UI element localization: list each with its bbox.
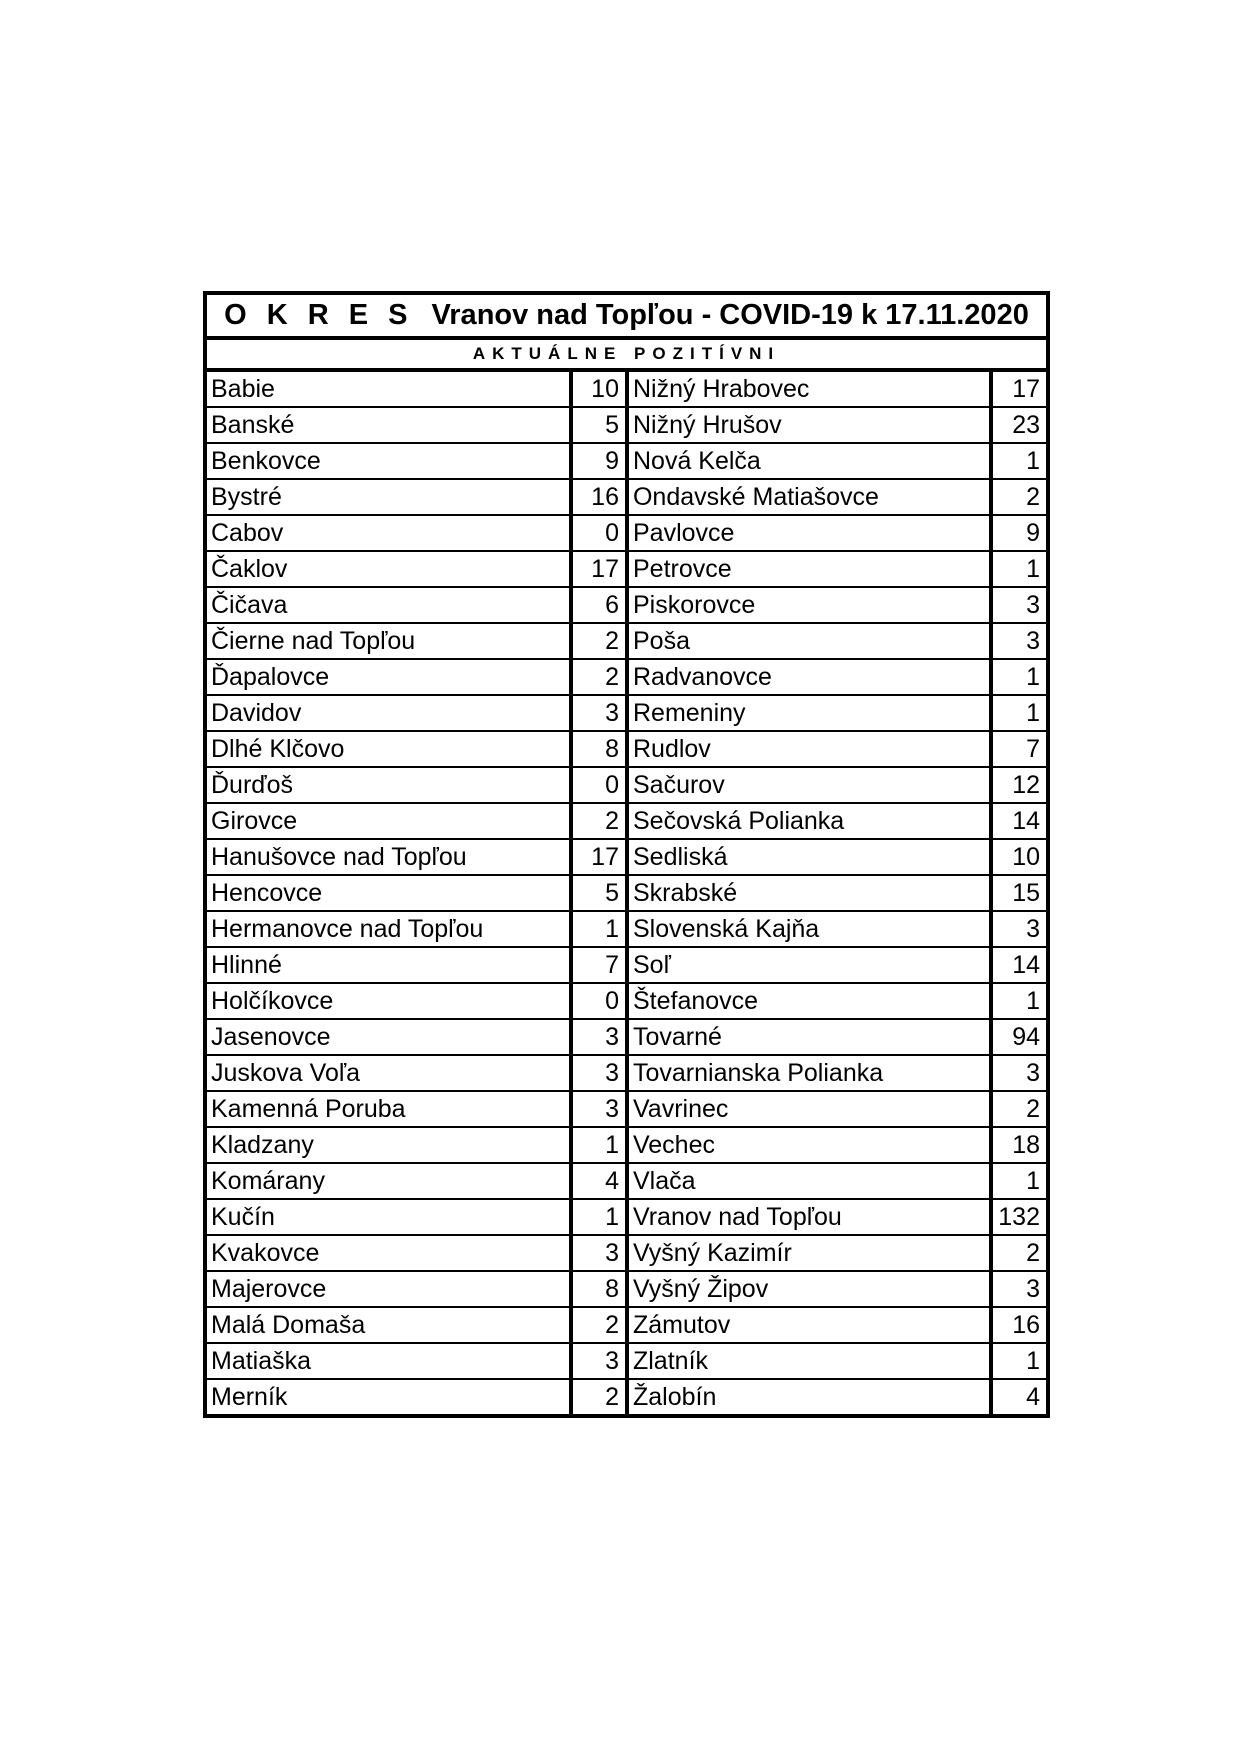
municipality-name: Dlhé Klčovo (205, 731, 571, 767)
table-row (205, 983, 1048, 1019)
municipality-name: Rudlov (627, 731, 991, 767)
positive-count: 14 (991, 803, 1048, 839)
municipality-name: Ďurďoš (205, 767, 571, 803)
table-subtitle: AKTUÁLNE POZITÍVNI (205, 338, 1048, 370)
table-row (205, 1163, 1048, 1199)
positive-count: 0 (571, 983, 627, 1019)
positive-count: 9 (571, 443, 627, 479)
municipality-name: Ondavské Matiašovce (627, 479, 991, 515)
positive-count: 1 (991, 695, 1048, 731)
positive-count: 1 (991, 659, 1048, 695)
table-row (205, 839, 1048, 875)
municipality-name: Nižný Hrušov (627, 407, 991, 443)
municipality-name: Vyšný Žipov (627, 1271, 991, 1307)
municipality-name: Radvanovce (627, 659, 991, 695)
table-row (205, 1091, 1048, 1127)
municipality-name: Štefanovce (627, 983, 991, 1019)
positive-count: 3 (991, 911, 1048, 947)
positive-count: 17 (571, 839, 627, 875)
positive-count: 3 (571, 1235, 627, 1271)
municipality-name: Piskorovce (627, 587, 991, 623)
municipality-name: Kvakovce (205, 1235, 571, 1271)
municipality-name: Čičava (205, 587, 571, 623)
municipality-name: Soľ (627, 947, 991, 983)
positive-count: 0 (571, 767, 627, 803)
municipality-name: Juskova Voľa (205, 1055, 571, 1091)
table-row (205, 767, 1048, 803)
positive-count: 18 (991, 1127, 1048, 1163)
municipality-name: Zámutov (627, 1307, 991, 1343)
positive-count: 2 (571, 1379, 627, 1416)
positive-count: 3 (571, 1055, 627, 1091)
covid-table (203, 291, 1050, 1418)
municipality-name: Vlača (627, 1163, 991, 1199)
municipality-name: Merník (205, 1379, 571, 1416)
municipality-name: Kladzany (205, 1127, 571, 1163)
positive-count: 10 (991, 839, 1048, 875)
municipality-name: Tovarnianska Polianka (627, 1055, 991, 1091)
table-row (205, 1343, 1048, 1379)
table-row (205, 731, 1048, 767)
positive-count: 2 (991, 1091, 1048, 1127)
municipality-name: Vavrinec (627, 1091, 991, 1127)
table-row (205, 515, 1048, 551)
title-okres: O K R E S (224, 299, 414, 331)
positive-count: 6 (571, 587, 627, 623)
positive-count: 16 (571, 479, 627, 515)
positive-count: 3 (571, 1019, 627, 1055)
positive-count: 1 (571, 1199, 627, 1235)
table-row (205, 875, 1048, 911)
positive-count: 4 (571, 1163, 627, 1199)
table-row (205, 479, 1048, 515)
subtitle-row (205, 338, 1048, 370)
table-row (205, 1199, 1048, 1235)
municipality-name: Benkovce (205, 443, 571, 479)
table-row (205, 623, 1048, 659)
municipality-name: Slovenská Kajňa (627, 911, 991, 947)
municipality-name: Sačurov (627, 767, 991, 803)
table-row (205, 1019, 1048, 1055)
municipality-name: Sedliská (627, 839, 991, 875)
municipality-name: Vranov nad Topľou (627, 1199, 991, 1235)
positive-count: 7 (991, 731, 1048, 767)
positive-count: 1 (991, 551, 1048, 587)
positive-count: 1 (571, 911, 627, 947)
table-row (205, 551, 1048, 587)
municipality-name: Ďapalovce (205, 659, 571, 695)
municipality-name: Davidov (205, 695, 571, 731)
municipality-name: Majerovce (205, 1271, 571, 1307)
title-main: Vranov nad Topľou - COVID-19 k 17.11.2020 (431, 299, 1029, 331)
title-row (205, 293, 1048, 338)
municipality-name: Komárany (205, 1163, 571, 1199)
positive-count: 12 (991, 767, 1048, 803)
positive-count: 2 (991, 1235, 1048, 1271)
table-row (205, 407, 1048, 443)
positive-count: 4 (991, 1379, 1048, 1416)
municipality-name: Jasenovce (205, 1019, 571, 1055)
positive-count: 10 (571, 370, 627, 407)
positive-count: 17 (571, 551, 627, 587)
positive-count: 1 (991, 443, 1048, 479)
municipality-name: Hlinné (205, 947, 571, 983)
municipality-name: Nižný Hrabovec (627, 370, 991, 407)
positive-count: 3 (991, 623, 1048, 659)
municipality-name: Poša (627, 623, 991, 659)
municipality-name: Hencovce (205, 875, 571, 911)
municipality-name: Hanušovce nad Topľou (205, 839, 571, 875)
municipality-name: Čierne nad Topľou (205, 623, 571, 659)
municipality-name: Vechec (627, 1127, 991, 1163)
table-row (205, 911, 1048, 947)
positive-count: 2 (571, 803, 627, 839)
table-row (205, 1127, 1048, 1163)
municipality-name: Tovarné (627, 1019, 991, 1055)
table-row (205, 659, 1048, 695)
municipality-name: Žalobín (627, 1379, 991, 1416)
positive-count: 3 (991, 587, 1048, 623)
municipality-name: Kučín (205, 1199, 571, 1235)
positive-count: 2 (571, 659, 627, 695)
positive-count: 94 (991, 1019, 1048, 1055)
table-row (205, 1307, 1048, 1343)
page-title (205, 293, 1048, 338)
municipality-name: Girovce (205, 803, 571, 839)
municipality-name: Banské (205, 407, 571, 443)
municipality-name: Zlatník (627, 1343, 991, 1379)
table-row (205, 587, 1048, 623)
positive-count: 1 (991, 1163, 1048, 1199)
positive-count: 1 (991, 1343, 1048, 1379)
positive-count: 9 (991, 515, 1048, 551)
positive-count: 8 (571, 1271, 627, 1307)
table-row (205, 1379, 1048, 1416)
municipality-name: Čaklov (205, 551, 571, 587)
municipality-name: Matiaška (205, 1343, 571, 1379)
positive-count: 8 (571, 731, 627, 767)
positive-count: 15 (991, 875, 1048, 911)
municipality-name: Holčíkovce (205, 983, 571, 1019)
positive-count: 132 (991, 1199, 1048, 1235)
positive-count: 17 (991, 370, 1048, 407)
municipality-name: Sečovská Polianka (627, 803, 991, 839)
municipality-name: Skrabské (627, 875, 991, 911)
municipality-name: Nová Kelča (627, 443, 991, 479)
table-row (205, 1271, 1048, 1307)
positive-count: 2 (991, 479, 1048, 515)
positive-count: 0 (571, 515, 627, 551)
positive-count: 3 (571, 1091, 627, 1127)
positive-count: 2 (571, 1307, 627, 1343)
municipality-name: Hermanovce nad Topľou (205, 911, 571, 947)
municipality-name: Cabov (205, 515, 571, 551)
table-row (205, 443, 1048, 479)
positive-count: 5 (571, 407, 627, 443)
positive-count: 1 (571, 1127, 627, 1163)
positive-count: 14 (991, 947, 1048, 983)
table-row (205, 947, 1048, 983)
table-row (205, 370, 1048, 407)
municipality-name: Babie (205, 370, 571, 407)
positive-count: 7 (571, 947, 627, 983)
positive-count: 23 (991, 407, 1048, 443)
municipality-name: Bystré (205, 479, 571, 515)
positive-count: 1 (991, 983, 1048, 1019)
table-row (205, 695, 1048, 731)
municipality-name: Pavlovce (627, 515, 991, 551)
positive-count: 5 (571, 875, 627, 911)
positive-count: 3 (571, 1343, 627, 1379)
municipality-name: Kamenná Poruba (205, 1091, 571, 1127)
positive-count: 3 (991, 1271, 1048, 1307)
positive-count: 3 (991, 1055, 1048, 1091)
table-row (205, 1235, 1048, 1271)
municipality-name: Malá Domaša (205, 1307, 571, 1343)
positive-count: 2 (571, 623, 627, 659)
municipality-name: Vyšný Kazimír (627, 1235, 991, 1271)
table-row (205, 1055, 1048, 1091)
positive-count: 16 (991, 1307, 1048, 1343)
municipality-name: Remeniny (627, 695, 991, 731)
municipality-name: Petrovce (627, 551, 991, 587)
table-row (205, 803, 1048, 839)
positive-count: 3 (571, 695, 627, 731)
